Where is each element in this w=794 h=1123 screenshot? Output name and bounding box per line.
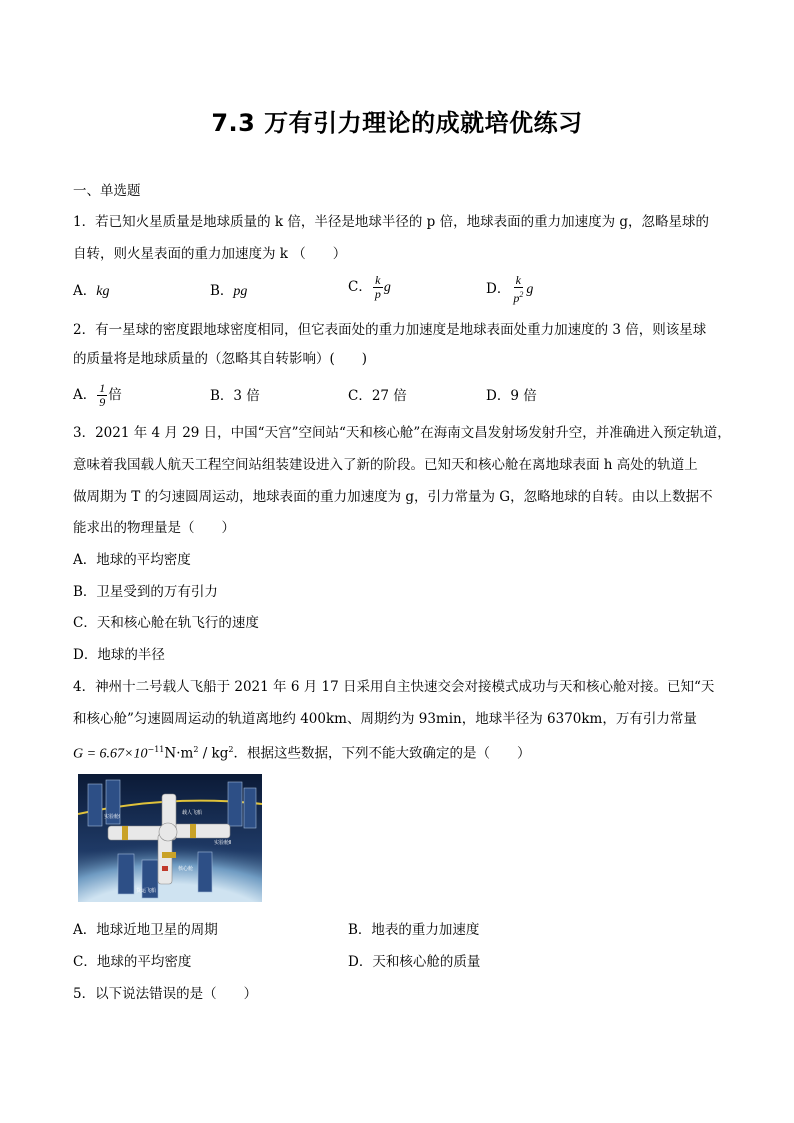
- q5-stem-line1: 5．以下说法错误的是（ ）: [73, 986, 258, 1002]
- fig-label-2: 载人飞船: [182, 810, 203, 816]
- q1-option-b: B．pg: [210, 283, 248, 299]
- q2-option-a: A． $\frac{1}{9}$ 倍: [73, 381, 122, 409]
- q2-option-b: B．3 倍: [210, 388, 260, 404]
- q4-option-b: B．地表的重力加速度: [348, 922, 480, 938]
- q3-stem-line2: 意味着我国载人航天工程空间站组装建设进入了新的阶段。已知天和核心舱在离地球表面 h 高处的轨道上: [73, 457, 698, 473]
- q2-option-c: C．27 倍: [348, 388, 407, 404]
- q4-stem-line3: $G = 6.67\times 10^{-11}N\cdot m^2 / kg^2$．根据这些数据，下列不能大致确定的是（ ）: [73, 745, 531, 762]
- q2-stem-line2: 的质量将是地球质量的（忽略其自转影响）( ): [73, 351, 368, 367]
- fig-label-4: 核心舱: [178, 866, 194, 872]
- q3-option-c: C．天和核心舱在轨飞行的速度: [73, 615, 259, 631]
- q3-stem-line3: 做周期为 T 的匀速圆周运动，地球表面的重力加速度为 g，引力常量为 G，忽略地球的自转。由以上数据不: [73, 489, 713, 505]
- q3-option-d: D．地球的半径: [73, 647, 165, 663]
- fig-label-5: 货运飞船: [136, 888, 157, 894]
- fig-label-1: 实验舱Ⅰ: [104, 814, 121, 820]
- q1-option-d: D． $\frac{k}{p^2}$ g: [486, 273, 534, 305]
- q2-option-d: D．9 倍: [486, 388, 537, 404]
- q3-stem-line1: 3．2021 年 4 月 29 日，中国“天宫”空间站“天和核心舱”在海南文昌发射场发射升空，并准确进入预定轨道，: [73, 425, 731, 441]
- q4-option-a: A．地球近地卫星的周期: [73, 922, 218, 938]
- q2-stem-line1: 2．有一星球的密度跟地球密度相同，但它表面处的重力加速度是地球表面处重力加速度的 3 倍，则该星球: [73, 322, 707, 338]
- q1-option-a: A．kg: [73, 283, 110, 299]
- q1-option-c: C． $\frac{k}{p}$ g: [348, 273, 391, 301]
- q1-stem-line2: 自转，则火星表面的重力加速度为 k （ ）: [73, 246, 347, 262]
- q1-stem-line1: 1．若已知火星质量是地球质量的 k 倍，半径是地球半径的 p 倍，地球表面的重力加速度为 g，忽略星球的: [73, 214, 710, 230]
- fig-label-3: 实验舱Ⅱ: [214, 840, 232, 846]
- page-title: 7.3 万有引力理论的成就培优练习: [211, 109, 583, 137]
- section-heading: 一、单选题: [73, 183, 141, 199]
- q4-stem-line2: 和核心舱”匀速圆周运动的轨道离地约 400km、周期约为 93min，地球半径为 6370km，万有引力常量: [73, 711, 697, 727]
- q3-option-a: A．地球的平均密度: [73, 552, 191, 568]
- q4-option-d: D．天和核心舱的质量: [348, 954, 481, 970]
- q4-stem-line1: 4．神州十二号载人飞船于 2021 年 6 月 17 日采用自主快速交会对接模式成功与天和核心舱对接。已知“天: [73, 679, 715, 695]
- q3-stem-line4: 能求出的物理量是（ ）: [73, 520, 235, 536]
- q4-option-c: C．地球的平均密度: [73, 954, 192, 970]
- space-station-image: [78, 774, 262, 902]
- q3-option-b: B．卫星受到的万有引力: [73, 584, 218, 600]
